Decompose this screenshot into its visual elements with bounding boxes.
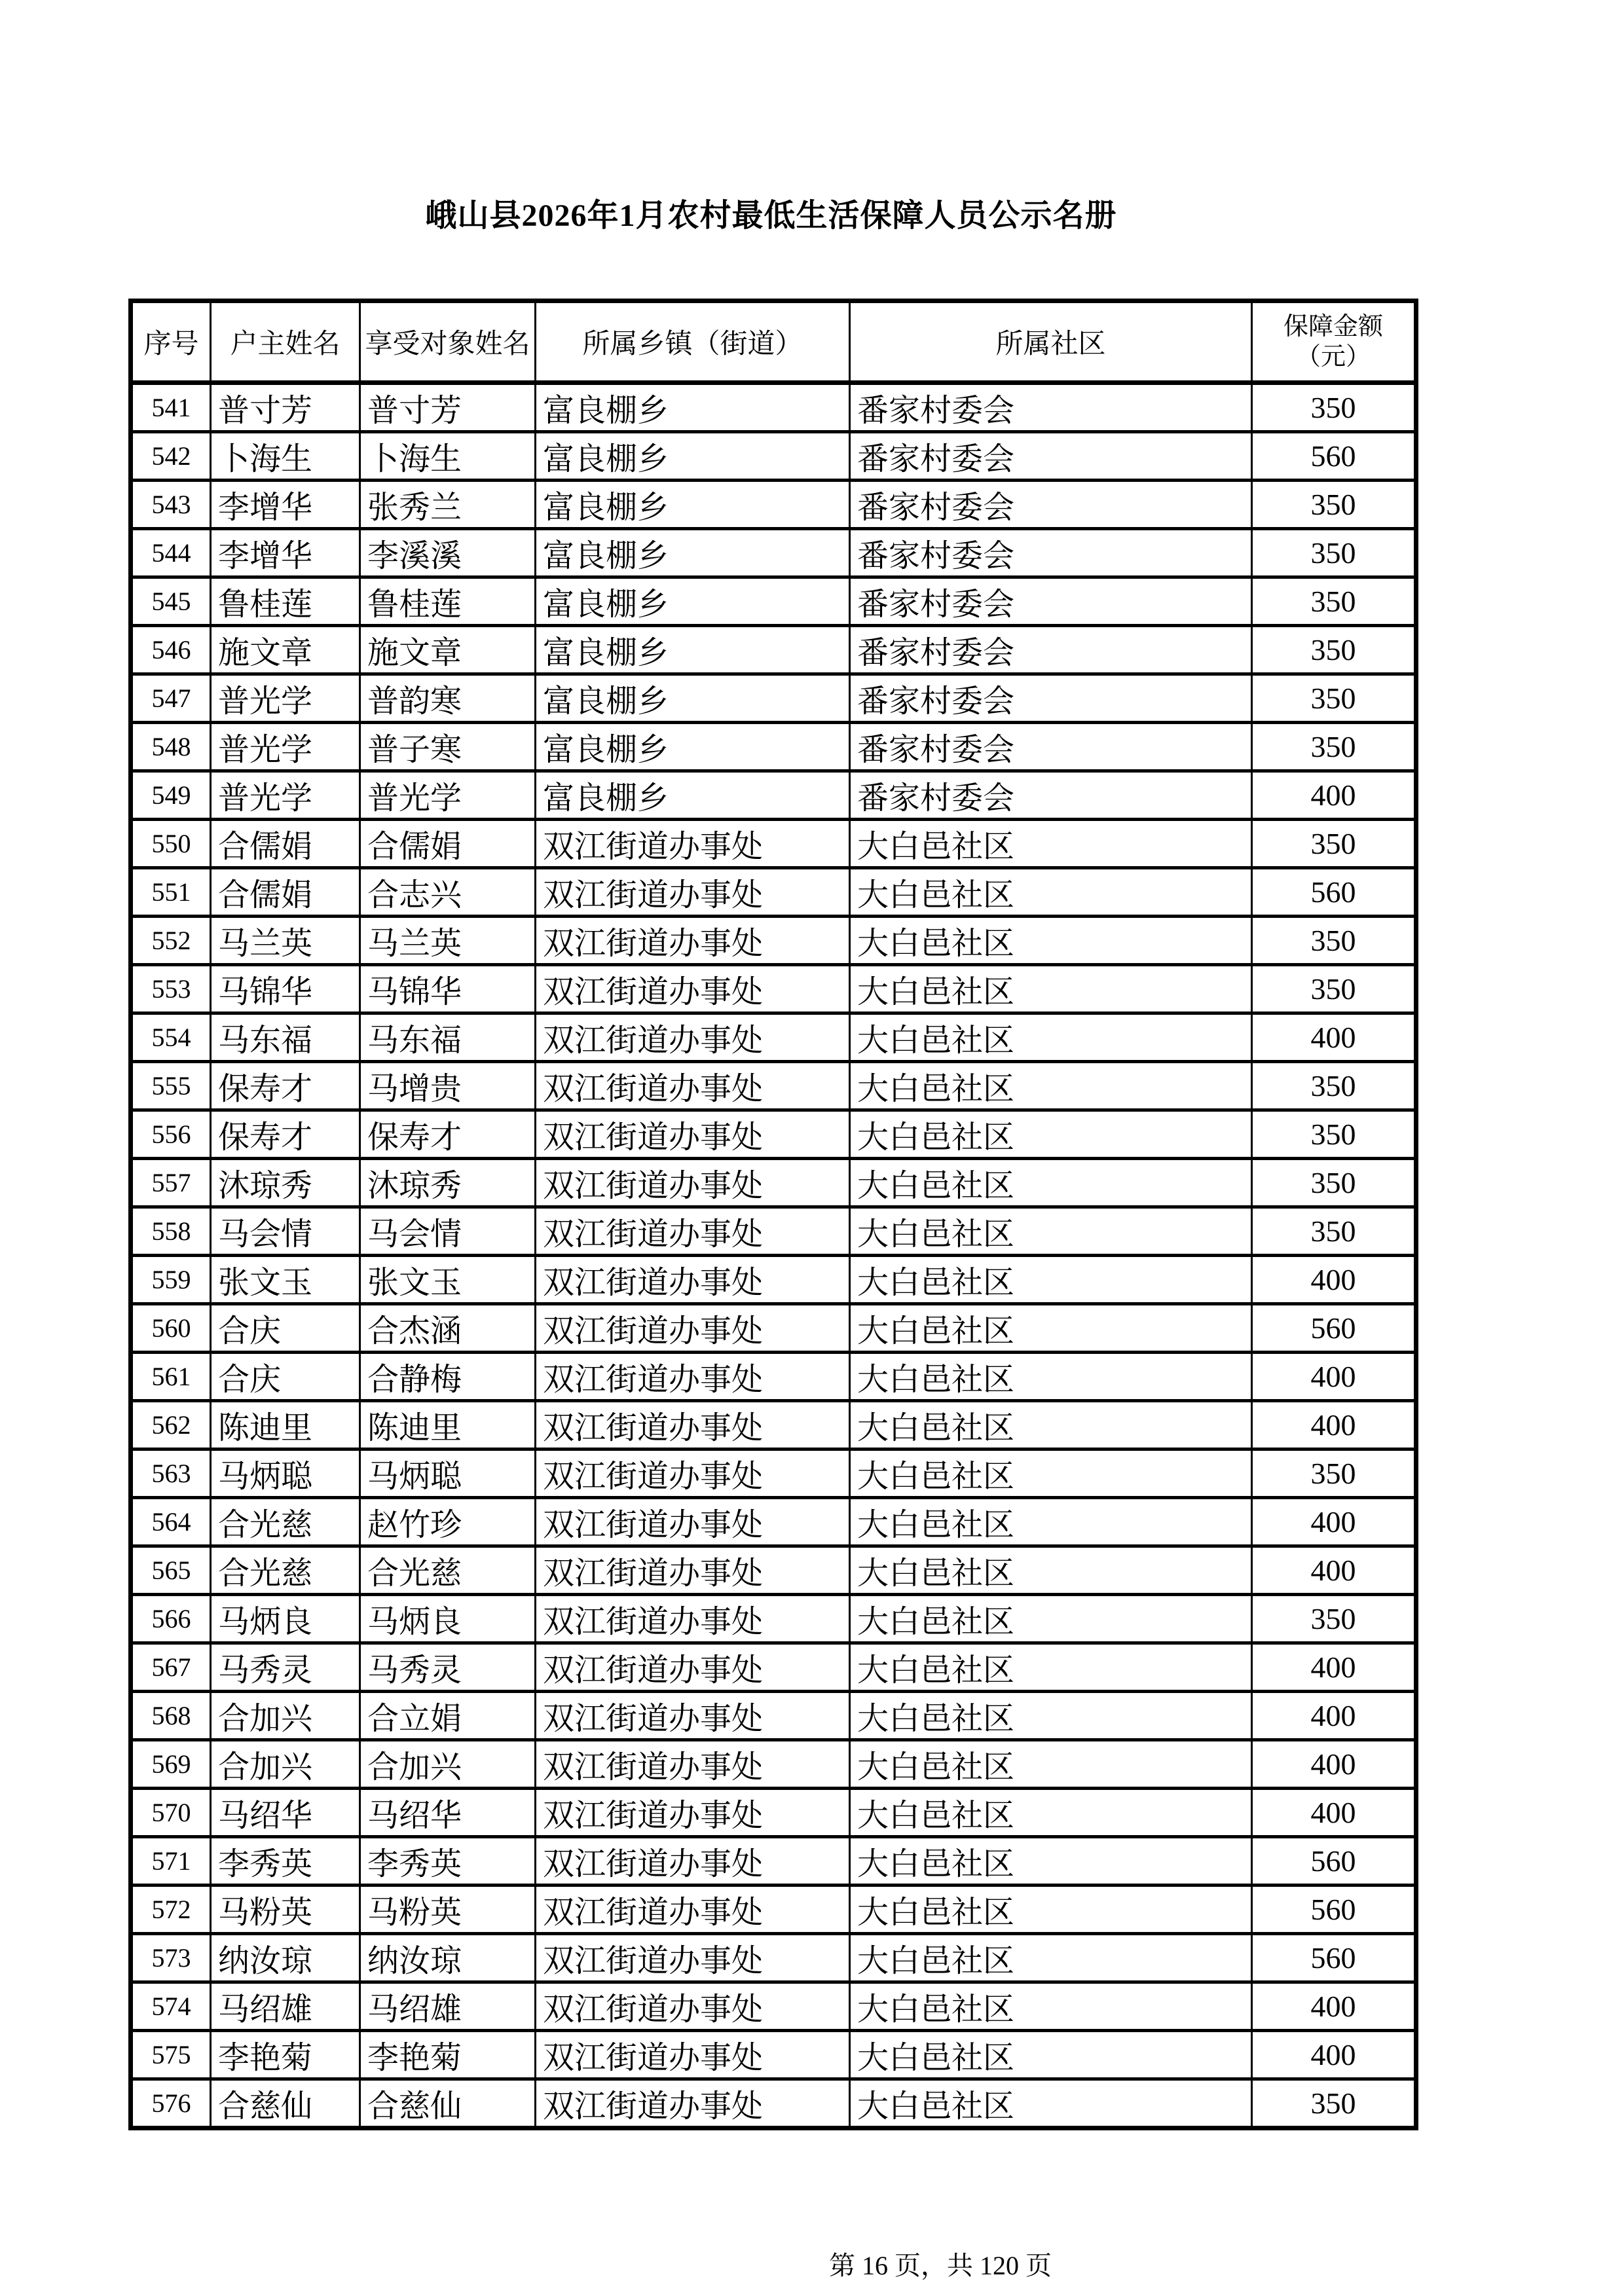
cell-township: 富良棚乡 [536,626,850,674]
cell-township: 双江街道办事处 [536,1401,850,1449]
cell-seq: 555 [131,1062,211,1110]
table-row [131,1692,1416,1740]
cell-amount: 350 [1252,917,1416,965]
col-header-community: 所属社区 [850,301,1252,383]
cell-community: 大白邑社区 [850,2031,1252,2079]
cell-beneficiary: 合志兴 [360,868,536,917]
table-row [131,965,1416,1013]
cell-seq: 543 [131,481,211,529]
table-row [131,1304,1416,1353]
cell-township: 富良棚乡 [536,723,850,771]
cell-beneficiary: 马粉英 [360,1886,536,1934]
cell-community: 大白邑社区 [850,1886,1252,1934]
cell-community: 大白邑社区 [850,1595,1252,1643]
cell-householder: 普光学 [211,723,360,771]
cell-beneficiary: 陈迪里 [360,1401,536,1449]
table-row [131,1934,1416,1982]
cell-township: 双江街道办事处 [536,1110,850,1159]
cell-amount: 560 [1252,432,1416,481]
cell-amount: 350 [1252,383,1416,432]
cell-beneficiary: 合静梅 [360,1353,536,1401]
cell-community: 番家村委会 [850,771,1252,820]
cell-beneficiary: 普韵寒 [360,674,536,723]
cell-beneficiary: 沐琼秀 [360,1159,536,1207]
cell-township: 富良棚乡 [536,529,850,577]
cell-seq: 569 [131,1740,211,1789]
cell-amount: 400 [1252,1013,1416,1062]
cell-township: 富良棚乡 [536,481,850,529]
roster-table [128,299,1418,2130]
cell-amount: 400 [1252,1789,1416,1837]
col-header-beneficiary: 享受对象姓名 [360,301,536,383]
cell-seq: 552 [131,917,211,965]
cell-beneficiary: 马炳良 [360,1595,536,1643]
cell-householder: 纳汝琼 [211,1934,360,1982]
table-row [131,1546,1416,1595]
cell-householder: 施文章 [211,626,360,674]
cell-beneficiary: 马绍华 [360,1789,536,1837]
cell-community: 大白邑社区 [850,1498,1252,1546]
cell-amount: 350 [1252,674,1416,723]
table-row [131,723,1416,771]
cell-householder: 卜海生 [211,432,360,481]
table-row [131,820,1416,868]
cell-amount: 400 [1252,1740,1416,1789]
cell-community: 大白邑社区 [850,868,1252,917]
amount-header-line1: 保障金额 [1283,313,1383,340]
cell-householder: 李增华 [211,529,360,577]
cell-householder: 鲁桂莲 [211,577,360,626]
table-row [131,1789,1416,1837]
cell-beneficiary: 马炳聪 [360,1449,536,1498]
cell-seq: 567 [131,1643,211,1692]
cell-seq: 553 [131,965,211,1013]
page-title: 峨山县2026年1月农村最低生活保障人员公示名册 [425,198,1117,233]
cell-community: 大白邑社区 [850,820,1252,868]
cell-seq: 563 [131,1449,211,1498]
table-row [131,1643,1416,1692]
cell-community: 大白邑社区 [850,1934,1252,1982]
cell-township: 双江街道办事处 [536,1740,850,1789]
cell-beneficiary: 鲁桂莲 [360,577,536,626]
table-row [131,674,1416,723]
cell-seq: 565 [131,1546,211,1595]
cell-amount: 350 [1252,577,1416,626]
cell-township: 双江街道办事处 [536,1062,850,1110]
cell-community: 大白邑社区 [850,1546,1252,1595]
cell-householder: 合儒娟 [211,820,360,868]
cell-community: 番家村委会 [850,481,1252,529]
cell-community: 大白邑社区 [850,1643,1252,1692]
cell-township: 双江街道办事处 [536,1789,850,1837]
cell-township: 双江街道办事处 [536,1886,850,1934]
cell-amount: 560 [1252,1304,1416,1353]
cell-beneficiary: 保寿才 [360,1110,536,1159]
cell-seq: 547 [131,674,211,723]
cell-community: 大白邑社区 [850,1982,1252,2031]
cell-seq: 568 [131,1692,211,1740]
cell-householder: 李艳菊 [211,2031,360,2079]
cell-amount: 350 [1252,2079,1416,2128]
cell-community: 大白邑社区 [850,1062,1252,1110]
cell-householder: 沐琼秀 [211,1159,360,1207]
table-row [131,1207,1416,1256]
cell-township: 富良棚乡 [536,432,850,481]
cell-amount: 560 [1252,1934,1416,1982]
cell-beneficiary: 卜海生 [360,432,536,481]
cell-township: 双江街道办事处 [536,1304,850,1353]
cell-amount: 350 [1252,529,1416,577]
cell-community: 大白邑社区 [850,1692,1252,1740]
cell-beneficiary: 普子寒 [360,723,536,771]
cell-beneficiary: 张秀兰 [360,481,536,529]
cell-householder: 陈迪里 [211,1401,360,1449]
cell-householder: 合庆 [211,1304,360,1353]
cell-beneficiary: 合立娟 [360,1692,536,1740]
cell-seq: 545 [131,577,211,626]
cell-amount: 400 [1252,1353,1416,1401]
cell-community: 大白邑社区 [850,1353,1252,1401]
cell-householder: 马绍雄 [211,1982,360,2031]
cell-township: 双江街道办事处 [536,2079,850,2128]
cell-community: 大白邑社区 [850,1401,1252,1449]
cell-seq: 560 [131,1304,211,1353]
cell-township: 双江街道办事处 [536,1982,850,2031]
cell-beneficiary: 合儒娟 [360,820,536,868]
table-row [131,1498,1416,1546]
cell-amount: 350 [1252,1062,1416,1110]
cell-beneficiary: 李秀英 [360,1837,536,1886]
cell-seq: 554 [131,1013,211,1062]
cell-householder: 普寸芳 [211,383,360,432]
cell-township: 双江街道办事处 [536,965,850,1013]
cell-seq: 570 [131,1789,211,1837]
cell-township: 双江街道办事处 [536,1256,850,1304]
cell-beneficiary: 马绍雄 [360,1982,536,2031]
cell-amount: 400 [1252,2031,1416,2079]
cell-township: 双江街道办事处 [536,1692,850,1740]
cell-township: 双江街道办事处 [536,917,850,965]
cell-beneficiary: 合慈仙 [360,2079,536,2128]
table-row [131,1740,1416,1789]
cell-beneficiary: 马东福 [360,1013,536,1062]
cell-amount: 560 [1252,868,1416,917]
table-row [131,2079,1416,2128]
cell-beneficiary: 普光学 [360,771,536,820]
cell-community: 大白邑社区 [850,1837,1252,1886]
cell-amount: 350 [1252,1110,1416,1159]
table-row [131,868,1416,917]
cell-seq: 549 [131,771,211,820]
cell-amount: 350 [1252,820,1416,868]
cell-amount: 350 [1252,1449,1416,1498]
cell-township: 双江街道办事处 [536,1159,850,1207]
cell-householder: 马绍华 [211,1789,360,1837]
cell-seq: 564 [131,1498,211,1546]
cell-beneficiary: 合杰涵 [360,1304,536,1353]
cell-amount: 400 [1252,1643,1416,1692]
cell-seq: 542 [131,432,211,481]
cell-township: 双江街道办事处 [536,2031,850,2079]
cell-community: 番家村委会 [850,432,1252,481]
table-row [131,383,1416,432]
cell-amount: 350 [1252,1159,1416,1207]
table-row [131,1062,1416,1110]
cell-amount: 400 [1252,1692,1416,1740]
cell-householder: 合加兴 [211,1692,360,1740]
cell-amount: 400 [1252,1256,1416,1304]
cell-beneficiary: 马增贵 [360,1062,536,1110]
col-header-seq: 序号 [131,301,211,383]
table-row [131,1449,1416,1498]
cell-community: 番家村委会 [850,383,1252,432]
cell-householder: 合光慈 [211,1546,360,1595]
cell-amount: 560 [1252,1837,1416,1886]
cell-community: 大白邑社区 [850,1304,1252,1353]
table-row [131,432,1416,481]
cell-seq: 550 [131,820,211,868]
cell-householder: 李增华 [211,481,360,529]
cell-seq: 576 [131,2079,211,2128]
cell-amount: 350 [1252,723,1416,771]
cell-township: 富良棚乡 [536,674,850,723]
cell-township: 富良棚乡 [536,577,850,626]
cell-beneficiary: 普寸芳 [360,383,536,432]
cell-amount: 400 [1252,1498,1416,1546]
cell-township: 双江街道办事处 [536,1934,850,1982]
cell-community: 大白邑社区 [850,1256,1252,1304]
cell-seq: 556 [131,1110,211,1159]
cell-township: 双江街道办事处 [536,1498,850,1546]
cell-community: 番家村委会 [850,577,1252,626]
table-row [131,1837,1416,1886]
cell-community: 大白邑社区 [850,1449,1252,1498]
table-row [131,1110,1416,1159]
cell-seq: 561 [131,1353,211,1401]
cell-householder: 马炳良 [211,1595,360,1643]
cell-seq: 575 [131,2031,211,2079]
cell-householder: 马会情 [211,1207,360,1256]
cell-beneficiary: 马会情 [360,1207,536,1256]
cell-householder: 合儒娟 [211,868,360,917]
table-row [131,1256,1416,1304]
cell-community: 大白邑社区 [850,1207,1252,1256]
cell-township: 富良棚乡 [536,771,850,820]
cell-householder: 马兰英 [211,917,360,965]
cell-seq: 559 [131,1256,211,1304]
cell-seq: 551 [131,868,211,917]
cell-beneficiary: 合光慈 [360,1546,536,1595]
cell-community: 番家村委会 [850,723,1252,771]
cell-beneficiary: 合加兴 [360,1740,536,1789]
cell-householder: 合庆 [211,1353,360,1401]
header-row [131,301,1416,383]
cell-township: 双江街道办事处 [536,1837,850,1886]
table-row [131,529,1416,577]
table-row [131,771,1416,820]
cell-community: 大白邑社区 [850,1740,1252,1789]
cell-householder: 马秀灵 [211,1643,360,1692]
cell-householder: 马东福 [211,1013,360,1062]
cell-amount: 350 [1252,1207,1416,1256]
roster-header [131,301,1416,383]
cell-seq: 558 [131,1207,211,1256]
table-row [131,577,1416,626]
cell-community: 番家村委会 [850,626,1252,674]
cell-seq: 572 [131,1886,211,1934]
cell-township: 双江街道办事处 [536,1013,850,1062]
cell-township: 双江街道办事处 [536,1595,850,1643]
cell-township: 双江街道办事处 [536,1449,850,1498]
cell-amount: 400 [1252,1982,1416,2031]
cell-township: 双江街道办事处 [536,1546,850,1595]
cell-community: 大白邑社区 [850,1013,1252,1062]
cell-householder: 普光学 [211,771,360,820]
cell-community: 大白邑社区 [850,965,1252,1013]
cell-householder: 普光学 [211,674,360,723]
cell-township: 双江街道办事处 [536,1207,850,1256]
roster-body [131,383,1416,2128]
cell-amount: 560 [1252,1886,1416,1934]
cell-householder: 马锦华 [211,965,360,1013]
cell-seq: 557 [131,1159,211,1207]
cell-community: 番家村委会 [850,529,1252,577]
cell-householder: 马粉英 [211,1886,360,1934]
cell-amount: 350 [1252,481,1416,529]
table-row [131,1401,1416,1449]
cell-township: 富良棚乡 [536,383,850,432]
cell-householder: 合慈仙 [211,2079,360,2128]
cell-community: 大白邑社区 [850,1110,1252,1159]
cell-seq: 566 [131,1595,211,1643]
table-row [131,1353,1416,1401]
page-footer: 第 16 页，共 120 页 [829,2251,1052,2280]
cell-beneficiary: 马兰英 [360,917,536,965]
table-row [131,2031,1416,2079]
cell-householder: 张文玉 [211,1256,360,1304]
cell-amount: 400 [1252,1401,1416,1449]
cell-seq: 571 [131,1837,211,1886]
cell-township: 双江街道办事处 [536,820,850,868]
cell-householder: 马炳聪 [211,1449,360,1498]
cell-householder: 合光慈 [211,1498,360,1546]
cell-seq: 546 [131,626,211,674]
cell-community: 大白邑社区 [850,1789,1252,1837]
cell-community: 大白邑社区 [850,1159,1252,1207]
amount-header-line2: （元） [1295,343,1371,371]
table-row [131,626,1416,674]
cell-township: 双江街道办事处 [536,868,850,917]
table-row [131,1982,1416,2031]
cell-beneficiary: 纳汝琼 [360,1934,536,1982]
cell-amount: 350 [1252,626,1416,674]
table-row [131,1595,1416,1643]
cell-seq: 573 [131,1934,211,1982]
cell-beneficiary: 施文章 [360,626,536,674]
cell-seq: 562 [131,1401,211,1449]
table-row [131,481,1416,529]
cell-seq: 574 [131,1982,211,2031]
table-row [131,917,1416,965]
cell-seq: 541 [131,383,211,432]
cell-beneficiary: 李艳菊 [360,2031,536,2079]
cell-amount: 400 [1252,771,1416,820]
cell-township: 双江街道办事处 [536,1353,850,1401]
cell-community: 番家村委会 [850,674,1252,723]
cell-householder: 保寿才 [211,1062,360,1110]
cell-householder: 保寿才 [211,1110,360,1159]
cell-householder: 李秀英 [211,1837,360,1886]
cell-beneficiary: 张文玉 [360,1256,536,1304]
col-header-householder: 户主姓名 [211,301,360,383]
cell-beneficiary: 马锦华 [360,965,536,1013]
cell-beneficiary: 赵竹珍 [360,1498,536,1546]
table-row [131,1013,1416,1062]
cell-amount: 350 [1252,1595,1416,1643]
table-row [131,1886,1416,1934]
cell-amount: 400 [1252,1546,1416,1595]
cell-beneficiary: 马秀灵 [360,1643,536,1692]
table-row [131,1159,1416,1207]
cell-community: 大白邑社区 [850,917,1252,965]
col-header-township: 所属乡镇（街道） [536,301,850,383]
cell-seq: 548 [131,723,211,771]
col-header-amount [1252,301,1416,383]
cell-township: 双江街道办事处 [536,1643,850,1692]
document-content [128,0,1414,2282]
cell-community: 大白邑社区 [850,2079,1252,2128]
cell-householder: 合加兴 [211,1740,360,1789]
cell-amount: 350 [1252,965,1416,1013]
cell-beneficiary: 李溪溪 [360,529,536,577]
cell-seq: 544 [131,529,211,577]
